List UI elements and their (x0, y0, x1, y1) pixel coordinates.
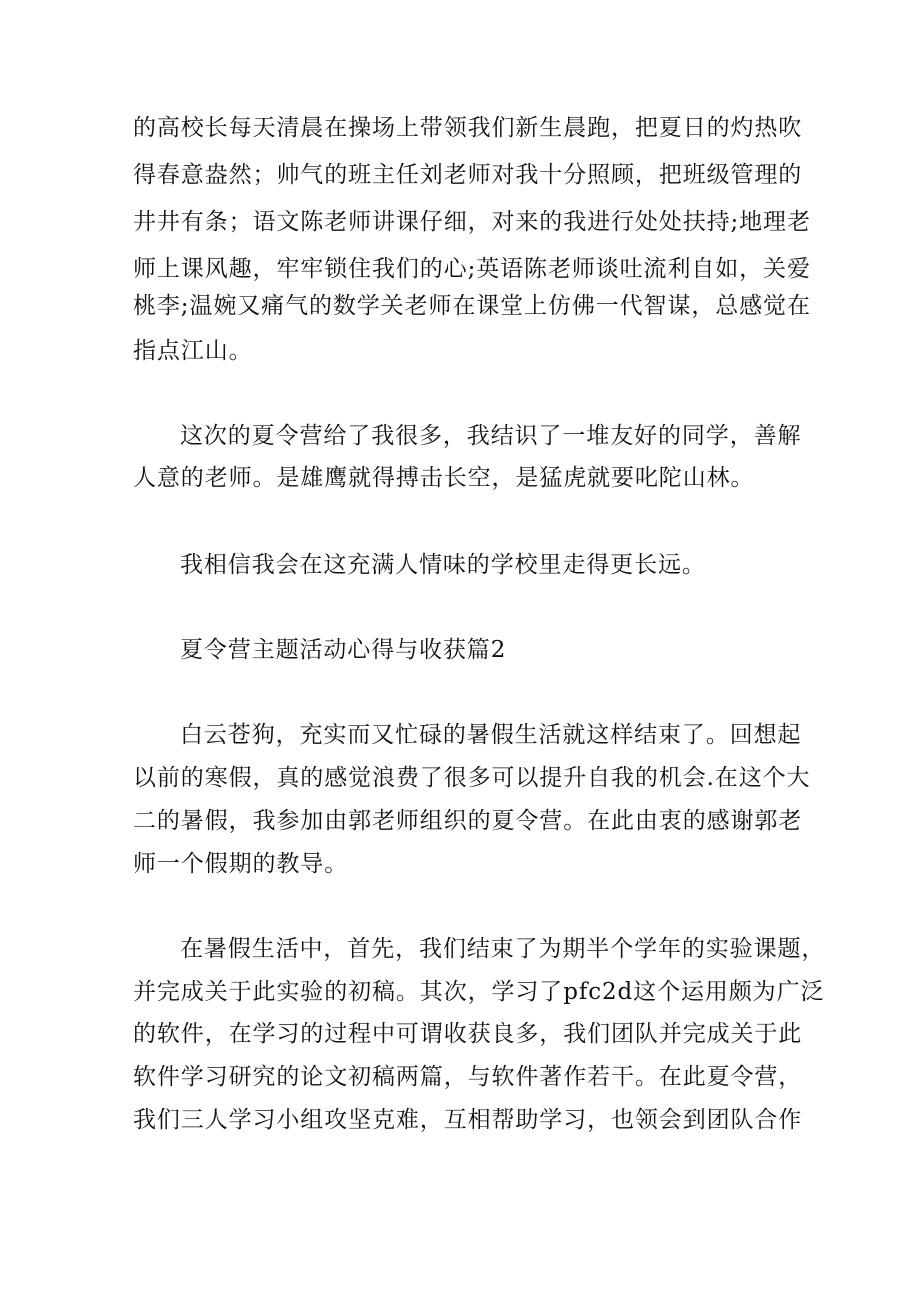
section-heading: 夏令营主题活动心得与收获篇2 (180, 637, 507, 663)
text-line: 我们三人学习小组攻坚克难，互相帮助学习，也领会到团队合作 (133, 1107, 803, 1133)
text-line: 并完成关于此实验的初稿。其次，学习了pfc2d这个运用颇为广泛 (133, 979, 825, 1005)
text-line: 我相信我会在这充满人情味的学校里走得更长远。 (180, 552, 706, 578)
text-line: 这次的夏令营给了我很多，我结识了一堆友好的同学，善解 (180, 423, 802, 449)
text-line: 井井有条；语文陈老师讲课仔细，对来的我进行处处扶持;地理老 (133, 209, 811, 235)
text-line: 师一个假期的教导。 (133, 851, 349, 877)
text-line: 的软件，在学习的过程中可谓收获良多，我们团队并完成关于此 (133, 1021, 803, 1047)
text-line: 在暑假生活中，首先，我们结束了为期半个学年的实验课题， (180, 936, 826, 962)
text-line: 二的暑假，我参加由郭老师组织的夏令营。在此由衷的感谢郭老 (133, 808, 803, 834)
text-line: 得春意盎然；帅气的班主任刘老师对我十分照顾，把班级管理的 (133, 162, 803, 188)
text-line: 人意的老师。是雄鹰就得搏击长空，是猛虎就要叱陀山林。 (133, 465, 755, 491)
text-line: 指点江山。 (133, 338, 253, 364)
text-line: 师上课风趣，牢牢锁住我们的心;英语陈老师谈吐流利自如，关爱 (133, 256, 811, 282)
text-line: 的高校长每天清晨在操场上带领我们新生晨跑，把夏日的灼热吹 (133, 115, 803, 141)
text-line: 桃李;温婉又痛气的数学关老师在课堂上仿佛一代智谋，总感觉在 (133, 293, 811, 319)
text-line: 白云苍狗，充实而又忙碌的暑假生活就这样结束了。回想起 (180, 722, 802, 748)
text-line: 以前的寒假，真的感觉浪费了很多可以提升自我的机会.在这个大 (133, 765, 811, 791)
text-line: 软件学习研究的论文初稿两篇，与软件著作若干。在此夏令营， (133, 1064, 803, 1090)
